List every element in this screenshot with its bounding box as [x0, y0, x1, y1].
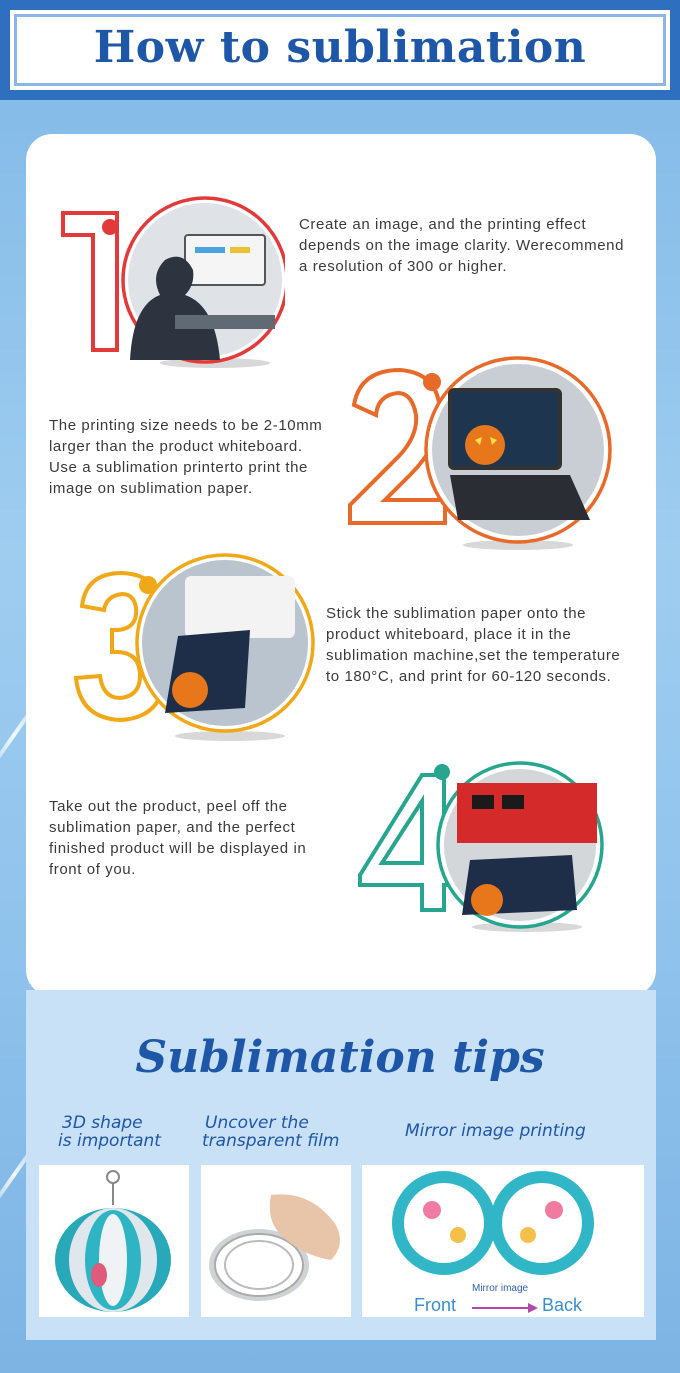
mirror-image-caption: Mirror image — [472, 1283, 529, 1294]
pumpkin-icon — [471, 884, 503, 916]
step-4-text: Take out the product, peel off the sublimation paper, and the perfect finished product will be displayed in front of you. — [49, 798, 307, 878]
step-2-text: The printing size needs to be 2-10mm larger than the product whiteboard. Use a sublimation printerto print the image on sublimation paper. — [49, 417, 323, 497]
front-label: Front — [414, 1295, 457, 1315]
page-title: How to sublimation — [93, 22, 587, 73]
step-3-dot — [139, 576, 157, 594]
step-2-graphic — [340, 345, 625, 555]
tip-2-label-line2: transparent film — [202, 1131, 340, 1151]
tip-3-image — [362, 1165, 644, 1317]
step-1-dot — [102, 219, 118, 235]
monitor-icon — [185, 235, 265, 285]
tip-3-label: Mirror image printing — [405, 1121, 586, 1141]
tip-1-label-line1: 3D shape — [62, 1113, 143, 1133]
pumpkin-icon — [465, 425, 505, 465]
arrow-right-icon — [470, 1301, 540, 1315]
tip-1-label — [58, 1114, 188, 1150]
step-1-text: Create an image, and the printing effect depends on the image clarity. Werecommend a resolution of 300 or higher. — [299, 216, 625, 275]
tips-title: Sublimation tips — [135, 1032, 545, 1083]
step-4-graphic — [352, 755, 612, 940]
tip-2-image — [201, 1165, 351, 1317]
step-1-graphic — [55, 185, 285, 370]
laptop-screen — [450, 390, 560, 468]
keyboard — [450, 475, 590, 520]
step-3-graphic — [70, 548, 320, 743]
step-2-dot — [423, 373, 441, 391]
mirror-spinners-icon — [362, 1165, 644, 1275]
pumpkin-icon — [172, 672, 208, 708]
tip-2-label-line1: Uncover the — [205, 1113, 309, 1133]
transparent-film-icon — [201, 1165, 351, 1317]
step-3-text: Stick the sublimation paper onto the product whiteboard, place it in the sublimation machine,set the temperature to 180°C, and print for 60-120 seconds. — [326, 605, 621, 685]
back-label: Back — [542, 1295, 583, 1315]
desk — [175, 315, 275, 329]
tip-1-image — [39, 1165, 189, 1317]
printer — [185, 576, 295, 638]
tip-1-label-line2: is important — [58, 1131, 161, 1151]
tip-2-label — [202, 1114, 372, 1150]
heat-press — [457, 783, 597, 843]
step-4-dot — [434, 764, 450, 780]
wind-spinner-icon — [39, 1165, 189, 1317]
